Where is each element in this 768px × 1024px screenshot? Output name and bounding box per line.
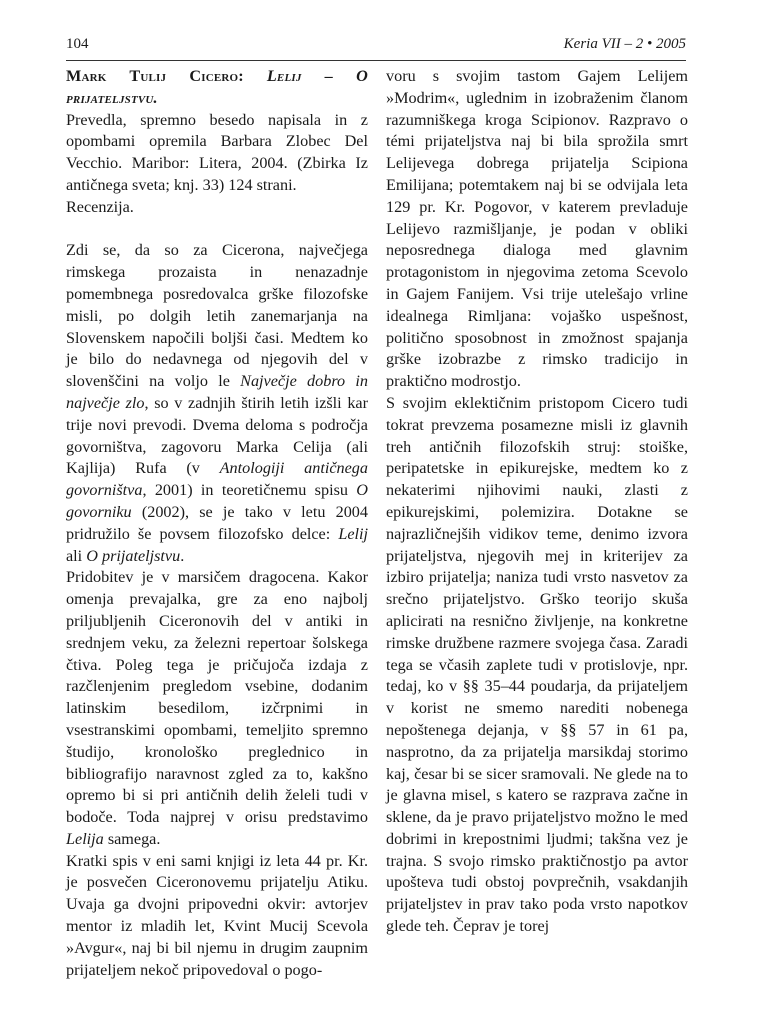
paragraph: voru s svojim tastom Gajem Lelijem »Modrim«, uglednim in izobraženim članom razumniškega kroga Scipionov. Razpravo o témi prijateljstva naj bi bila sprožila smrt Lelijevega dobrega prijatelja Scipiona Emilijana; potemtakem naj bi se odvijala leta 129 pr. Kr. Pogovor, v katerem prevladuje Lelijevo razmišljanje, je podan v obliki neposrednega dialoga med glavnim protagonistom in njegovima zetoma Scevolo in Gajem Fanijem. Vsi trije utelešajo vrline idealnega Rimljana: vojaško uspešnost, politično sposobnost in zmožnost spajanja grške izobrazbe z rimsko tradicijo in praktično modrostjo.: [386, 67, 688, 391]
review-label: Recenzija.: [66, 197, 134, 216]
running-title: Keria VII – 2 • 2005: [563, 36, 686, 52]
left-column: [66, 66, 368, 981]
paragraph: Pridobitev je v marsičem dragocena. Kakor omenja prevajalka, gre za eno najbolj priljubljenih Ciceronovih del v antiki in srednjem veku, za železni repertoar šolskega čtiva. Poleg tega je pričujoča izdaja z razčlenjenim pregledom vsebine, dodanim latinskim besedilom, izčrpnimi in vsestranskimi opombami, temeljito spremno študijo, kronološko preglednico in bibliografijo naravnost zgled za to, kakšno opremo bi si pri antičnih delih želeli tudi v bodoče. Toda najprej v orisu predstavimo Lelija samega.: [66, 568, 368, 848]
paragraph: Kratki spis v eni sami knjigi iz leta 44 pr. Kr. je posvečen Ciceronovemu prijatelju Atiku. Uvaja ga dvojni pripovedni okvir: avtorjev mentor iz mladih let, Kvint Mucij Scevola »Avgur«, naj bi bil njemu in drugim zaupnim prijateljem nekoč pripovedoval o pogo-: [66, 851, 368, 979]
review-entry-heading: [66, 66, 368, 110]
entry-title: Lelij – O prijateljstvu.: [66, 67, 369, 107]
page-number: 104: [66, 36, 89, 52]
right-column: [386, 66, 688, 938]
entry-author: Mark Tulij Cicero:: [66, 67, 244, 85]
bibliographic-info: Prevedla, spremno besedo napisala in z opombami opremila Barbara Zlobec Del Vecchio. Maribor: Litera, 2004. (Zbirka Iz antičnega sveta; knj. 33) 124 strani.: [66, 110, 368, 194]
header-rule: [66, 60, 686, 61]
paragraph: S svojim eklektičnim pristopom Cicero tudi tokrat prevzema posamezne misli iz glavnih treh antičnih filozofskih struj: stoiške, peripatetske in epikurejske, medtem ko z nekaterimi njihovimi nauki, zlasti z epikurejskimi, polemizira. Dotakne se najrazličnejših vidikov teme, denimo izvora prijateljstva, njegovih mej in kriterijev za izbiro prijatelja; naniza tudi vrsto nasvetov za srečno prijateljstvo. Grško teorijo skuša aplicirati na resnično življenje, na konkretne rimske družbene razmere svojega časa. Zaradi tega se včasih zaplete tudi v protislovje, npr. tedaj, ko v §§ 35–44 poudarja, da prijateljem v korist ne smemo narediti nobenega nepoštenega dejanja, v §§ 57 in 61 pa, nasprotno, da za prijatelja marsikdaj storimo kaj, česar bi se sicer sramovali. Ne glede na to je glavna misel, s katero se razprava začne in sklene, da je pravo prijateljstvo možno le med dobrimi in krepostnimi ljudmi; takšna vez je trajna. S svojo rimsko praktičnostjo pa avtor upošteva tudi obstoj povprečnih, vsakdanjih prijateljstev in prav tako poda vrsto napotkov glede teh. Čeprav je torej: [386, 393, 688, 936]
paragraph: Zdi se, da so za Cicerona, največjega rimskega prozaista in nenazadnje pomembnega posredovalca grške filozofske misli, po dolgih letih zanemarjanja na Slovenskem napočili boljši časi. Medtem ko je bilo do nedavnega od njegovih del v slovenščini na voljo le Največje dobro in največje zlo, so v zadnjih štirih letih izšli kar trije novi prevodi. Dvema deloma s področja govorništva, zagovoru Marka Celija (ali Kajlija) Rufa (v Antologiji antičnega govorništva, 2001) in teoretičnemu spisu O govorniku (2002), se je tako v letu 2004 pridružilo še povsem filozofsko delce: Lelij ali O prijateljstvu.: [66, 241, 369, 565]
page-header: [66, 36, 686, 60]
